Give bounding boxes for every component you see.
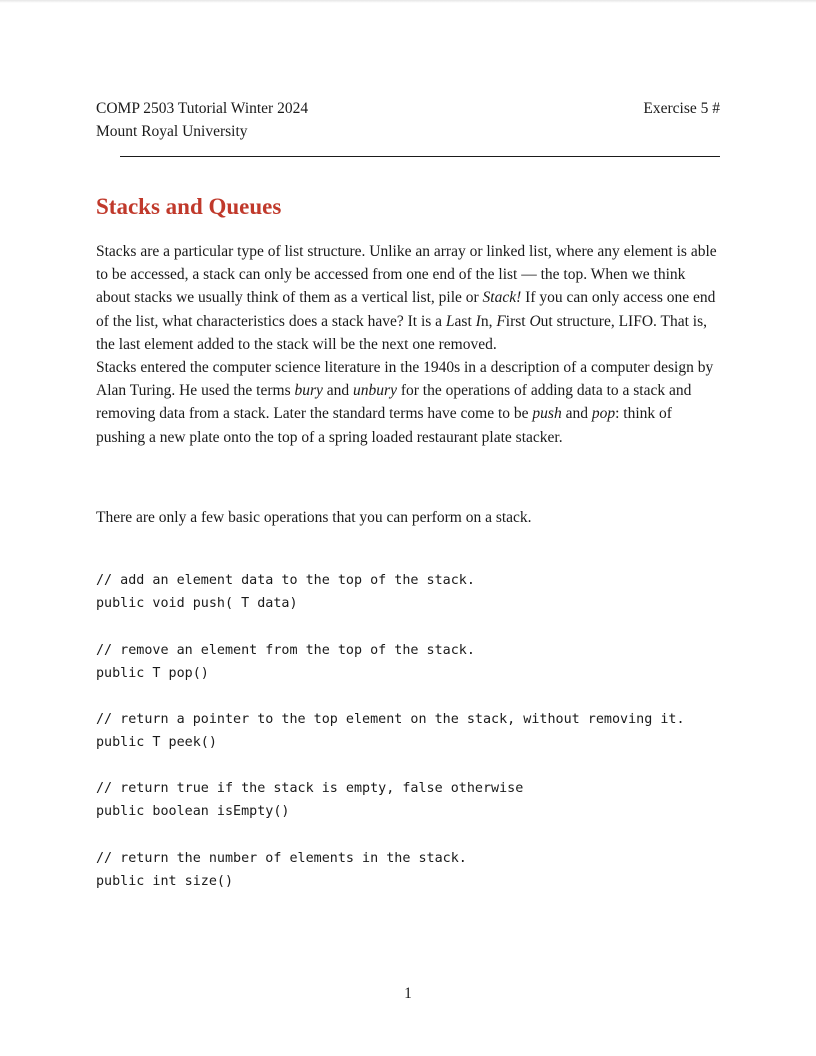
paragraph-history: Stacks entered the computer science literature in the 1940s in a description of a computer design by Alan Turing. He used the terms bury and unbury for the operations of adding data to a stack and removing data from a stack. Later the standard terms have come to be push and pop: think of pushing a new plate onto the top of a spring loaded restaurant plate stacker. bbox=[96, 359, 714, 446]
code-block-push bbox=[96, 569, 475, 615]
code-signature: public boolean isEmpty() bbox=[96, 804, 290, 819]
paragraph-operations-intro: There are only a few basic operations that you can perform on a stack. bbox=[96, 509, 532, 526]
code-comment: // return the number of elements in the stack. bbox=[96, 851, 467, 866]
institution-name: Mount Royal University bbox=[96, 123, 248, 140]
code-comment: // return true if the stack is empty, false otherwise bbox=[96, 781, 524, 796]
header-divider bbox=[120, 156, 720, 157]
body-text bbox=[96, 240, 722, 449]
code-signature: public void push( T data) bbox=[96, 596, 298, 611]
page-number: 1 bbox=[404, 985, 412, 1002]
code-signature: public int size() bbox=[96, 874, 234, 889]
code-block-isempty bbox=[96, 777, 523, 823]
code-signature: public T pop() bbox=[96, 666, 209, 681]
stack-emphasis: Stack! bbox=[482, 289, 522, 307]
code-comment: // return a pointer to the top element on the stack, without removing it. bbox=[96, 712, 685, 727]
code-comment: // add an element data to the top of the stack. bbox=[96, 573, 475, 588]
code-block-pop bbox=[96, 639, 475, 685]
exercise-label: Exercise 5 # bbox=[643, 100, 720, 117]
code-block-peek bbox=[96, 708, 685, 754]
paragraph-lifo: Stacks are a particular type of list structure. Unlike an array or linked list, where any element is able to be accessed, a stack can only be accessed from one end of the list — the top. When we think about stacks we usually think of them as a vertical list, pile or Stack! If you can only access one end of the list, what characteristics does a stack have? It is a Last In, First Out structure, LIFO. That is, the last element added to the stack will be the next one removed. bbox=[96, 243, 717, 353]
code-block-size bbox=[96, 847, 467, 893]
section-title: Stacks and Queues bbox=[96, 194, 282, 219]
code-signature: public T peek() bbox=[96, 735, 217, 750]
course-name: COMP 2503 Tutorial Winter 2024 bbox=[96, 100, 309, 117]
page-header-left bbox=[96, 97, 308, 143]
code-comment: // remove an element from the top of the stack. bbox=[96, 643, 475, 658]
page-top-edge bbox=[0, 0, 816, 3]
